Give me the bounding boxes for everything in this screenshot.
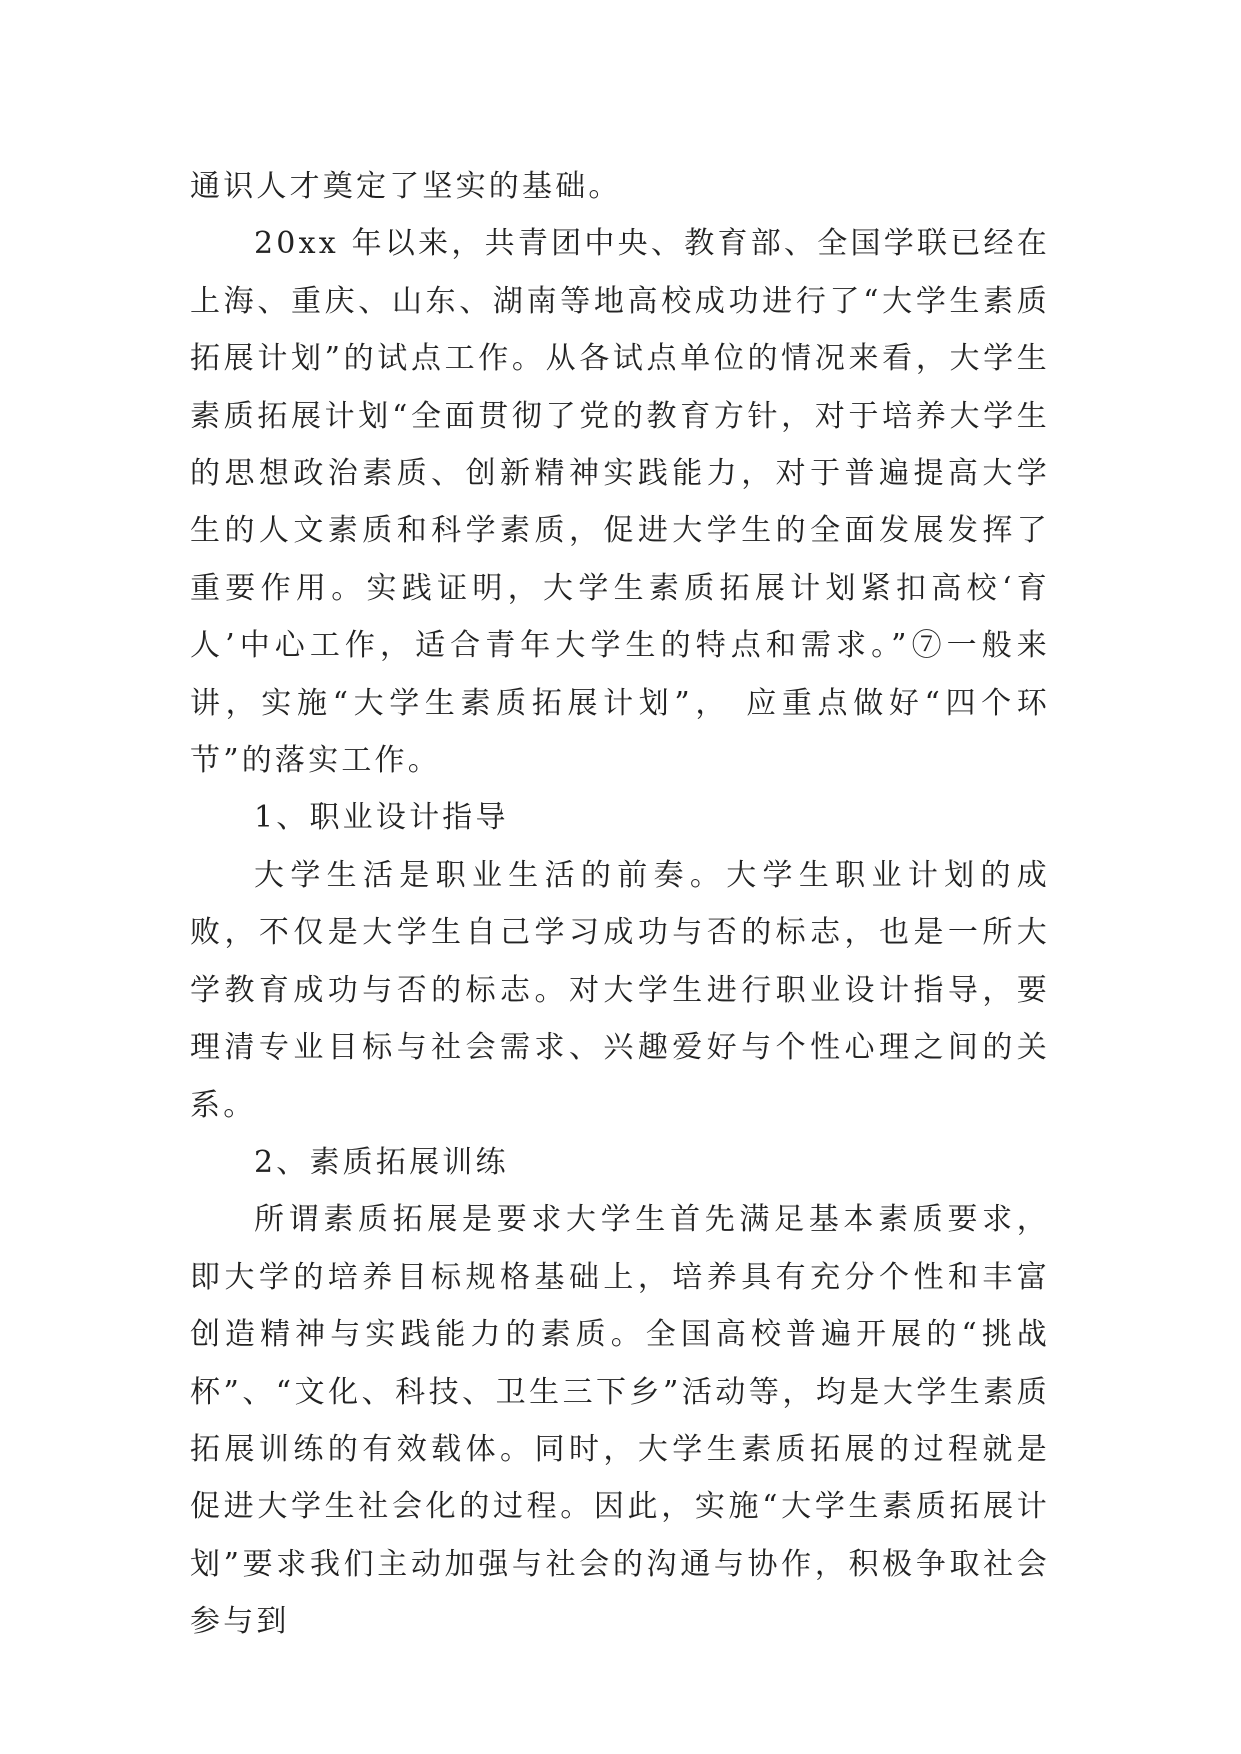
paragraph-continuation: 通识人才奠定了坚实的基础。 bbox=[190, 169, 622, 204]
section-heading-career-design: 1、职业设计指导 bbox=[254, 800, 509, 836]
document-body bbox=[190, 158, 1050, 1651]
paragraph-pilot-work: 20xx 年以来，共青团中央、教育部、全国学联已经在上海、重庆、山东、湖南等地高校成功进行了“大学生素质拓展计划”的试点工作。从各试点单位的情况来看，大学生素质拓展计划“全面贯彻了党的教育方针，对于培养大学生的思想政治素质、创新精神实践能力，对于普遍提高大学生的人文素质和科学素质，促进大学生的全面发展发挥了重要作用。实践证明，大学生素质拓展计划紧扣高校‘育人’中心工作，适合青年大学生的特点和需求。”⑦一般来讲，实施“大学生素质拓展计划”， 应重点做好“四个环节”的落实工作。 bbox=[190, 226, 1050, 779]
paragraph-quality-training: 所谓素质拓展是要求大学生首先满足基本素质要求，即大学的培养目标规格基础上，培养具有充分个性和丰富创造精神与实践能力的素质。全国高校普遍开展的“挑战杯”、“文化、科技、卫生三下乡”活动等，均是大学生素质拓展训练的有效载体。同时，大学生素质拓展的过程就是促进大学生社会化的过程。因此，实施“大学生素质拓展计划”要求我们主动加强与社会的沟通与协作，积极争取社会参与到 bbox=[190, 1202, 1050, 1640]
section-heading-quality-training: 2、素质拓展训练 bbox=[254, 1144, 509, 1180]
paragraph-career-design: 大学生活是职业生活的前奏。大学生职业计划的成败，不仅是大学生自己学习成功与否的标志，也是一所大学教育成功与否的标志。对大学生进行职业设计指导，要理清专业目标与社会需求、兴趣爱好与个性心理之间的关系。 bbox=[190, 857, 1050, 1123]
